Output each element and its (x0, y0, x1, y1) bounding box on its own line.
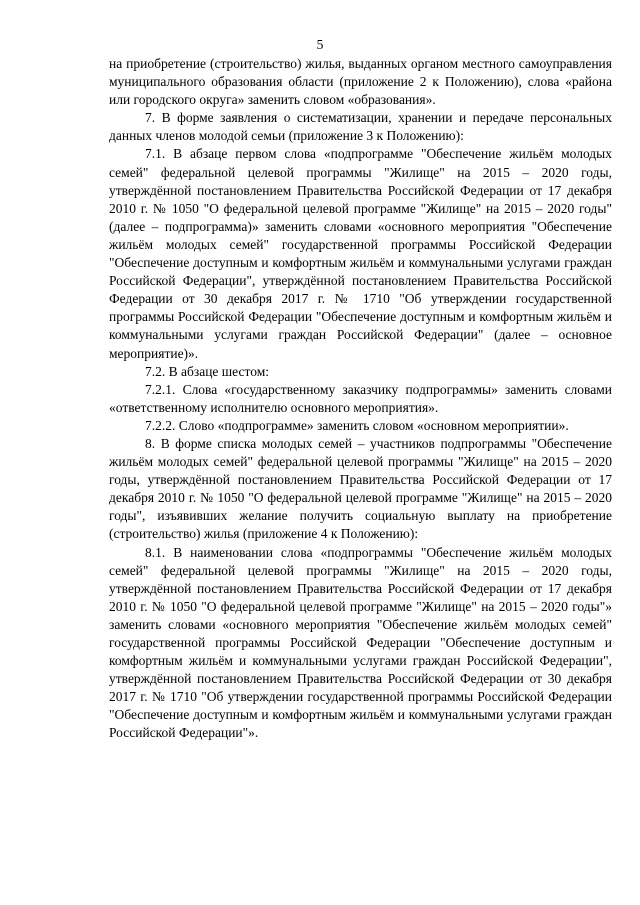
paragraph-item-8: 8. В форме списка молодых семей – участников подпрограммы "Обеспечение жильём молодых семей" федеральной целевой программы "Жилище" на 2015 – 2020 годы, утверждённой постановлением Правительства Российской Федерации от 17 декабря 2010 г. № 1050 "О федеральной целевой программе "Жилище" на 2015 – 2020 годы", изъявивших желание получить социальную выплату на приобретение (строительство) жилья (приложение 4 к Положению): (109, 435, 612, 542)
paragraph-continuation: на приобретение (строительство) жилья, выданных органом местного самоуправления муниципального образования области (приложение 2 к Положению), слова «района или городского округа» заменить словом «образования». (109, 56, 612, 108)
paragraph-item-7-2: 7.2. В абзаце шестом: (145, 363, 270, 379)
paragraph-item-8-1: 8.1. В наименовании слова «подпрограммы "Обеспечение жильём молодых семей" федеральной целевой программы "Жилище" на 2015 – 2020 годы, утверждённой постановлением Правительства Российской Федерации от 17 декабря 2010 г. № 1050 "О федеральной целевой программе "Жилище" на 2015 – 2020 годы"» заменить словами «основного мероприятия "Обеспечение жильём молодых семей" государственной программы Российской Федерации "Обеспечение доступным и комфортным жильём и коммунальными услугами граждан Российской Федерации", утверждённой постановлением Правительства Российской Федерации от 30 декабря 2017 г. № 1710 "Об утверждении государственной программы Российской Федерации "Обеспечение доступным и комфортным жильём и коммунальными услугами граждан Российской Федерации"». (109, 544, 612, 741)
paragraph-item-7-2-2: 7.2.2. Слово «подпрограмме» заменить словом «основном мероприятии». (145, 417, 569, 433)
paragraph-item-7: 7. В форме заявления о систематизации, хранении и передаче персональных данных членов молодой семьи (приложение 3 к Положению): (109, 110, 612, 144)
document-body (109, 55, 612, 743)
paragraph-item-7-2-1: 7.2.1. Слова «государственному заказчику подпрограммы» заменить словами «ответственному исполнителю основного мероприятия». (109, 381, 612, 415)
page-number: 5 (316, 37, 324, 52)
paragraph-item-7-1: 7.1. В абзаце первом слова «подпрограмме "Обеспечение жильём молодых семей" федеральной целевой программы "Жилище" на 2015 – 2020 годы, утверждённой постановлением Правительства Российской Федерации от 17 декабря 2010 г. № 1050 "О федеральной целевой программе "Жилище" на 2015 – 2020 годы" (далее – подпрограмма)» заменить словами «основного мероприятия "Обеспечение жильём молодых семей" государственной программы Российской Федерации "Обеспечение доступным и комфортным жильём и коммунальными услугами граждан Российской Федерации", утверждённой постановлением Правительства Российской Федерации от 30 декабря 2017 г. № 1710 "Об утверждении государственной программы Российской Федерации "Обеспечение доступным и комфортным жильём и коммунальными услугами граждан Российской Федерации" (далее – основное мероприятие)». (109, 146, 612, 361)
